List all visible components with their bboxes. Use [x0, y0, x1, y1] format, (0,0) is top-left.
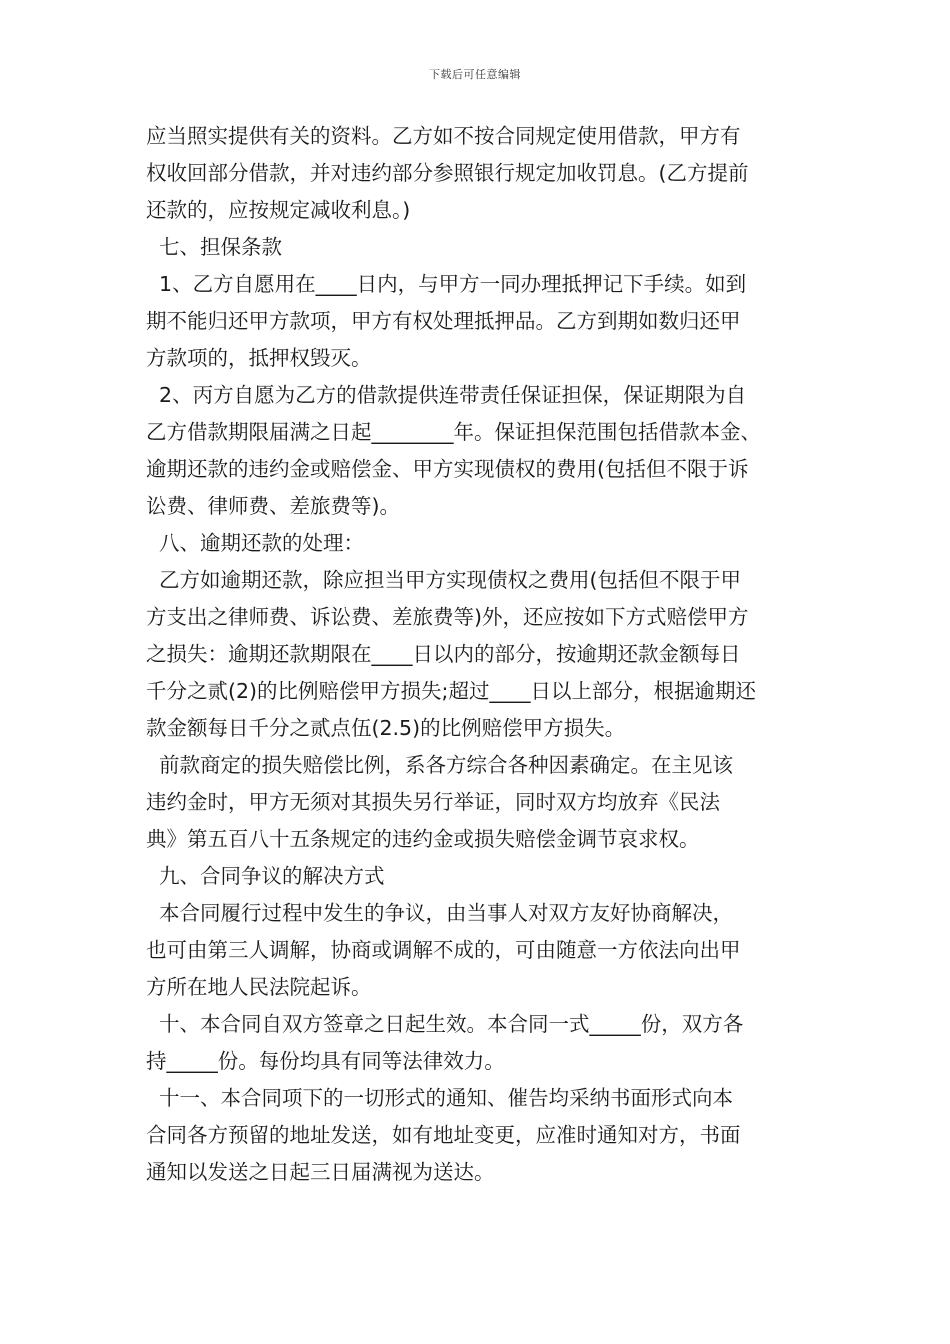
text-line: 2、丙方自愿为乙方的借款提供连带责任保证担保，保证期限为自	[146, 383, 747, 407]
text-line: 乙方如逾期还款，除应担当甲方实现债权之费用(包括但不限于甲	[146, 568, 742, 592]
text-line: 应当照实提供有关的资料。乙方如不按合同规定使用借款，甲方有	[146, 124, 741, 148]
text-line: 1、乙方自愿用在____日内，与甲方一同办理抵押记下手续。如到	[146, 272, 747, 296]
text-line: 方所在地人民法院起诉。	[146, 975, 372, 999]
text-line: 违约金时，甲方无须对其损失另行举证，同时双方均放弃《民法	[146, 790, 720, 814]
text-line: 乙方借款期限届满之日起________年。保证担保范围包括借款本金、	[146, 420, 761, 444]
text-line: 前款商定的损失赔偿比例，系各方综合各种因素确定。在主见该	[146, 753, 734, 777]
section-heading: 七、担保条款	[146, 235, 283, 259]
text-line: 合同各方预留的地址发送，如有地址变更，应准时通知对方，书面	[146, 1123, 741, 1147]
section-heading: 九、合同争议的解决方式	[146, 864, 385, 888]
text-line: 讼费、律师费、差旅费等)。	[146, 494, 400, 518]
text-line: 权收回部分借款，并对违约部分参照银行规定加收罚息。(乙方提前	[146, 161, 749, 185]
text-line: 逾期还款的违约金或赔偿金、甲方实现债权的费用(包括但不限于诉	[146, 457, 749, 481]
text-line: 十、本合同自双方签章之日起生效。本合同一式_____份，双方各	[146, 1012, 744, 1036]
document-body	[146, 118, 826, 1191]
text-line: 款金额每日千分之贰点伍(2.5)的比例赔偿甲方损失。	[146, 716, 626, 740]
section-heading: 八、逾期还款的处理：	[146, 531, 365, 555]
text-line: 方支出之律师费、诉讼费、差旅费等)外，还应按如下方式赔偿甲方	[146, 605, 749, 629]
text-line: 十一、本合同项下的一切形式的通知、催告均采纳书面形式向本	[146, 1086, 734, 1110]
text-line: 通知以发送之日起三日届满视为送达。	[146, 1160, 495, 1184]
text-line: 千分之贰(2)的比例赔偿甲方损失;超过____日以上部分，根据逾期还	[146, 679, 756, 703]
text-line: 本合同履行过程中发生的争议，由当事人对双方友好协商解决，	[146, 901, 734, 925]
text-line: 典》第五百八十五条规定的违约金或损失赔偿金调节哀求权。	[146, 827, 700, 851]
text-line: 期不能归还甲方款项，甲方有权处理抵押品。乙方到期如数归还甲	[146, 309, 741, 333]
page-header: 下载后可任意编辑	[429, 68, 521, 81]
text-line: 之损失：逾期还款期限在____日以内的部分，按逾期还款金额每日	[146, 642, 741, 666]
text-line: 也可由第三人调解，协商或调解不成的，可由随意一方依法向出甲	[146, 938, 741, 962]
text-line: 方款项的，抵押权毁灭。	[146, 346, 372, 370]
text-line: 持_____份。每份均具有同等法律效力。	[146, 1049, 505, 1073]
text-line: 还款的，应按规定减收利息。)	[146, 198, 411, 222]
